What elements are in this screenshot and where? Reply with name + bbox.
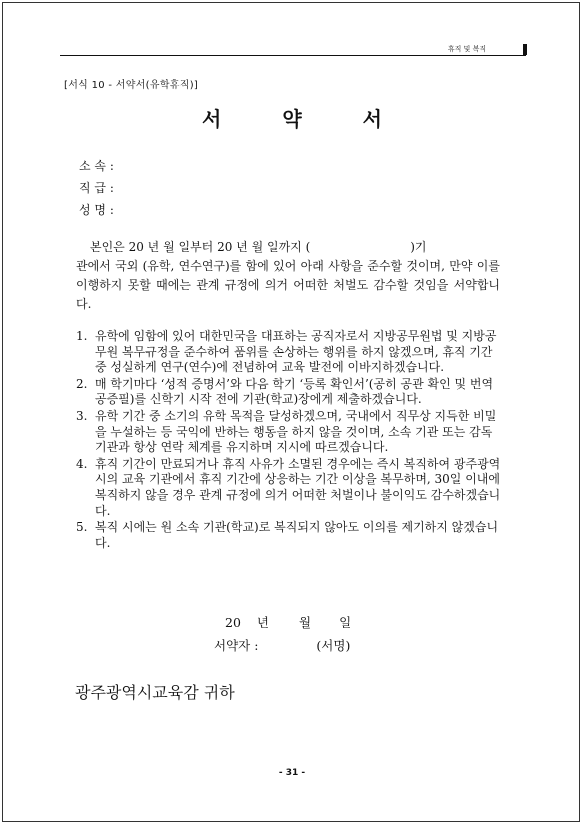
intro-line1-start: 본인은 20 년 월 일부터 20 년 월 일까지 ( — [90, 240, 311, 254]
pledge-list — [76, 329, 502, 552]
item-text: 복직 시에는 원 소속 기관(학교)로 복직되지 않아도 이의를 제기하지 않겠습니다. — [95, 520, 499, 550]
date-line — [225, 613, 351, 631]
affiliation-field: 소 속 : — [79, 159, 114, 173]
addressee: 광주광역시교육감 귀하 — [75, 683, 235, 702]
personal-fields — [79, 155, 114, 221]
rank-field: 직 급 : — [79, 181, 114, 195]
signature-mark: (서명) — [316, 638, 351, 653]
item-number: 1. — [76, 329, 88, 343]
date-month-unit: 월 — [298, 615, 312, 630]
list-item — [76, 520, 502, 551]
date-year: 20 — [225, 615, 241, 630]
header-rule — [60, 55, 526, 56]
date-day-unit: 일 — [339, 615, 352, 630]
list-item — [76, 329, 502, 376]
list-item — [76, 377, 502, 408]
list-item — [76, 457, 502, 519]
intro-body: 관에서 국외 (유학, 연수연구)를 함에 있어 아래 사항을 준수할 것이며, 만약 이를 이행하지 못할 때에는 관계 규정에 의거 어떠한 처벌도 감수할 것임을 서약합니다. — [76, 259, 500, 311]
item-text: 매 학기마다 ‘성적 증명서’와 다음 학기 ‘등록 확인서’(공히 공관 확인 및 번역공증필)를 신학기 시작 전에 기관(학교)장에게 제출하겠습니다. — [95, 376, 494, 407]
signer-line — [214, 636, 350, 654]
item-number: 5. — [76, 520, 88, 535]
form-label: [서식 10 - 서약서(유학휴직)] — [64, 80, 199, 91]
page-number: - 31 - — [278, 768, 306, 778]
intro-paragraph — [76, 238, 500, 314]
item-text: 유학에 임함에 있어 대한민국을 대표하는 공직자로서 지방공무원법 및 지방공무원 복무규정을 준수하여 품위를 손상하는 행위를 하지 않겠으며, 휴직 기간 중 성실하게 연구(연수)에 전념하여 교육 발전에 이바지하겠습니다. — [95, 329, 497, 375]
item-text: 휴직 기간이 만료되거나 휴직 사유가 소멸된 경우에는 즉시 복직하여 광주광역시의 교육 기관에서 휴직 기간에 상응하는 기간 이상을 복무하며, 30일 이내에 복직하지 않을 경우 관계 규정에 의거 어떠한 처벌이나 불이익도 감수하겠습니다. — [95, 456, 501, 518]
item-text: 유학 기간 중 소기의 유학 목적을 달성하겠으며, 국내에서 직무상 지득한 비밀을 누설하는 등 국익에 반하는 행동을 하지 않을 것이며, 소속 기관 또는 감독 기관과 항상 연락 체계를 유지하며 지시에 따르겠습니다. — [95, 408, 497, 455]
item-number: 2. — [76, 376, 88, 391]
item-number: 3. — [76, 408, 88, 423]
signer-label: 서약자 : — [214, 638, 259, 653]
intro-line1-end: )기 — [410, 240, 427, 254]
section-tab: 휴직 및 복직 — [411, 44, 527, 55]
document-title: 서 약 서 — [202, 107, 409, 131]
name-field: 성 명 : — [79, 203, 114, 217]
item-number: 4. — [76, 456, 88, 471]
date-year-unit: 년 — [256, 615, 269, 630]
list-item — [76, 409, 502, 456]
